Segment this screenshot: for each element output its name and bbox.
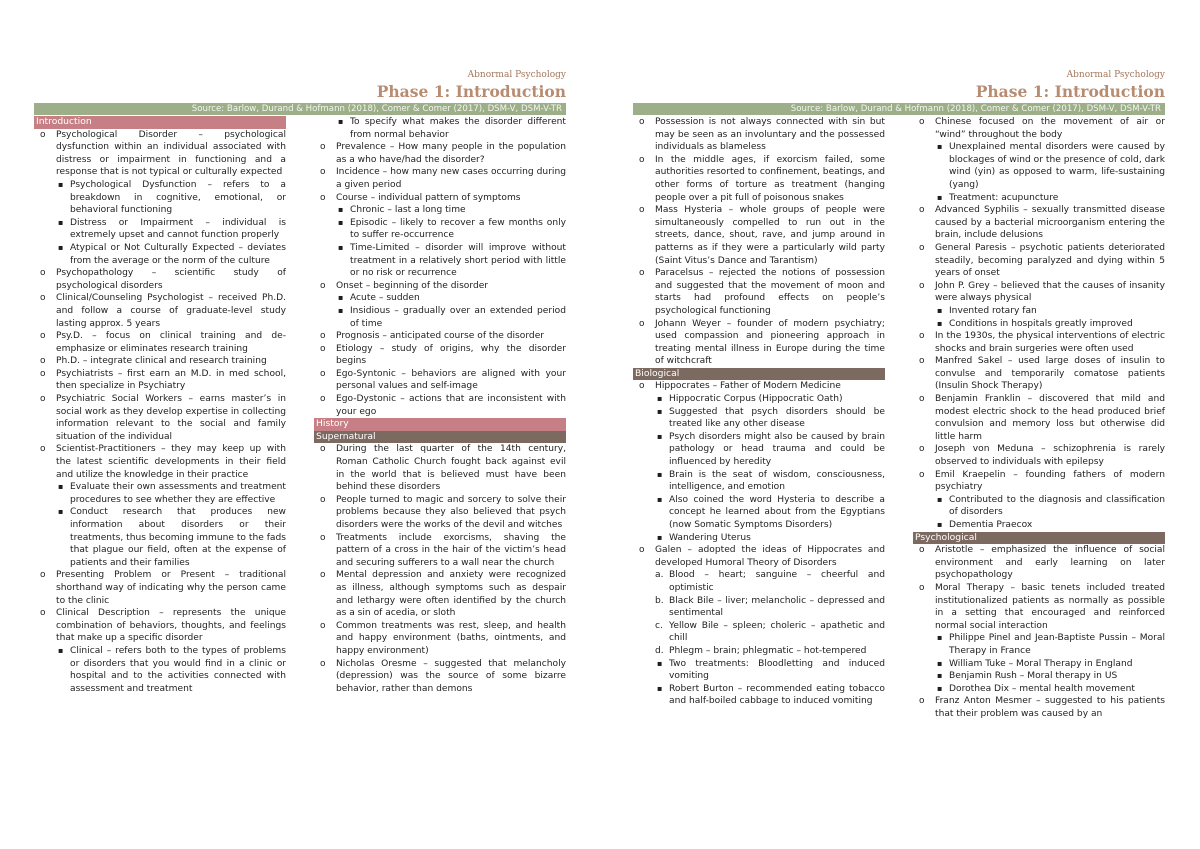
sub-list-item xyxy=(913,519,1165,532)
item-text: Common treatments was rest, sleep, and health and happy environment (baths, ointments, and happy environment) xyxy=(336,620,566,656)
list-item xyxy=(913,393,1165,443)
item-text: Psychopathology – scientific study of psychological disorders xyxy=(56,268,286,291)
item-text: Etiology – study of origins, why the disorder begins xyxy=(336,343,566,367)
item-text: Mass Hysteria – whole groups of people were simultaneously compelled to run out in the streets, dance, shout, rave, and jump around in patterns as if they were a particularly wild party (Saint Vitus’s Dance and Tarantism) xyxy=(655,205,885,266)
list-item xyxy=(314,192,566,205)
item-text: Prognosis – anticipated course of the disorder xyxy=(336,331,545,342)
section-psychological: Psychological xyxy=(913,532,1165,545)
bullet-list xyxy=(633,380,885,707)
item-text: General Paresis – psychotic patients deteriorated steadily, becoming paralyzed and dying within 5 years of onset xyxy=(935,242,1165,279)
list-item xyxy=(34,368,286,393)
source-banner: Source: Barlow, Durand & Hofmann (2018), Comer & Comer (2017), DSM-V, DSM-V-TR xyxy=(34,103,566,115)
sub-list-item xyxy=(633,683,885,708)
item-text: Scientist-Practitioners – they may keep up with the latest scientific developments in their field and utilize the knowledge in their practice xyxy=(56,444,286,480)
sub-list-item xyxy=(913,494,1165,519)
list-item xyxy=(34,330,286,355)
item-text: William Tuke – Moral Therapy in England xyxy=(949,658,1133,669)
columns xyxy=(633,116,1165,721)
sub-list-item xyxy=(314,204,566,217)
lettered-item xyxy=(633,595,885,620)
list-item xyxy=(913,544,1165,582)
sub-list-item xyxy=(913,305,1165,318)
list-item xyxy=(913,355,1165,393)
bullet-list xyxy=(913,116,1165,532)
item-text: Acute – sudden xyxy=(350,293,420,304)
item-text: Chronic – last a long time xyxy=(350,205,466,216)
item-text: During the last quarter of the 14th century, Roman Catholic Church fought back against evil in the world that is believed must have been behind these disorders xyxy=(336,444,566,493)
sub-list-item xyxy=(314,217,566,242)
course-label: Abnormal Psychology xyxy=(1066,70,1165,80)
item-text: Dorothea Dix – mental health movement xyxy=(949,683,1135,694)
item-text: Conditions in hospitals greatly improved xyxy=(949,318,1133,329)
item-text: Course – individual pattern of symptoms xyxy=(336,192,521,203)
item-text: Paracelsus – rejected the notions of possession and suggested that the movement of moon and starts had profound effects on people’s psychological functioning xyxy=(655,268,885,316)
item-text: Mental depression and anxiety were recognized as illness, although symptoms such as despair and lethargy were often identified by the church as a sin of acedia, or sloth xyxy=(336,570,566,619)
sub-list-item xyxy=(34,645,286,695)
list-item xyxy=(34,355,286,368)
item-text: To specify what makes the disorder different from normal behavior xyxy=(350,117,566,140)
section-biological: Biological xyxy=(633,368,885,381)
column-1 xyxy=(34,116,286,695)
item-text: John P. Grey – believed that the causes of insanity were always physical xyxy=(935,280,1165,304)
bullet-list xyxy=(314,116,566,418)
list-item xyxy=(314,343,566,368)
item-text: Emil Kraepelin – founding fathers of modern psychiatry xyxy=(935,469,1165,493)
item-text: Psychological Dysfunction – refers to a breakdown in cognitive, emotional, or behavioral functioning xyxy=(70,179,286,216)
list-item xyxy=(314,658,566,696)
item-text: Wandering Uterus xyxy=(669,532,751,543)
item-letter: b. xyxy=(655,595,664,606)
item-text: Prevalence – How many people in the population as a who have/had the disorder? xyxy=(336,142,566,165)
sub-list-item xyxy=(314,116,566,141)
bullet-list xyxy=(314,443,566,695)
list-item xyxy=(633,204,885,267)
item-text: Hippocrates – Father of Modern Medicine xyxy=(655,381,841,392)
sub-list-item xyxy=(913,192,1165,205)
list-item xyxy=(34,569,286,607)
section-introduction: Introduction xyxy=(34,116,286,129)
sub-list-item xyxy=(314,305,566,330)
item-text: Time-Limited – disorder will improve without treatment in a relatively short period with little or no risk or recurrence xyxy=(350,242,566,279)
bullet-list xyxy=(34,129,286,696)
item-text: Aristotle – emphasized the influence of social environment and early learning on later psychopathology xyxy=(935,545,1165,581)
item-text: Benjamin Rush – Moral therapy in US xyxy=(949,671,1118,682)
list-item xyxy=(913,204,1165,242)
list-item xyxy=(314,141,566,166)
list-item xyxy=(314,330,566,343)
item-text: Ego-Dystonic – actions that are inconsistent with your ego xyxy=(336,394,566,417)
sub-list-item xyxy=(34,179,286,217)
list-item xyxy=(34,607,286,645)
list-item xyxy=(633,380,885,393)
list-item xyxy=(314,368,566,393)
list-item xyxy=(913,116,1165,141)
sub-list-item xyxy=(633,393,885,406)
list-item xyxy=(913,330,1165,355)
sub-list-item xyxy=(913,670,1165,683)
item-text: Evaluate their own assessments and treatment procedures to see whether they are effective xyxy=(70,482,286,505)
sub-list-item xyxy=(633,406,885,431)
sub-list-item xyxy=(34,506,286,569)
list-item xyxy=(314,494,566,532)
list-item xyxy=(913,469,1165,494)
phase-title: Phase 1: Introduction xyxy=(975,82,1165,101)
sub-list-item xyxy=(34,217,286,242)
item-text: Black Bile – liver; melancholic – depressed and sentimental xyxy=(669,595,885,619)
item-letter: a. xyxy=(655,570,664,581)
item-text: Incidence – how many new cases occurring during a given period xyxy=(336,167,566,190)
list-item xyxy=(633,267,885,317)
list-item xyxy=(34,129,286,179)
item-text: Also coined the word Hysteria to describe a concept he learned about from the Egyptians (now Somatic Symptoms Disorders) xyxy=(669,494,885,530)
list-item xyxy=(314,569,566,619)
lettered-item xyxy=(633,645,885,658)
item-text: Benjamin Franklin – discovered that mild and modest electric shock to the head produced brief convulsion and memory loss but otherwise did little harm xyxy=(935,394,1165,442)
item-text: Distress or Impairment – individual is extremely upset and cannot function properly xyxy=(70,217,286,241)
item-text: In the middle ages, if exorcism failed, some authorities resorted to confinement, beatings, and other forms of torture as treatment (hanging people over a pit full of poisonous snakes xyxy=(655,154,885,203)
list-item xyxy=(314,166,566,191)
list-item xyxy=(314,393,566,418)
course-label: Abnormal Psychology xyxy=(467,70,566,80)
page-2 xyxy=(633,70,1165,770)
section-supernatural: Supernatural xyxy=(314,431,566,444)
list-item xyxy=(913,582,1165,632)
sub-list-item xyxy=(633,431,885,469)
sub-list-item xyxy=(633,658,885,683)
item-text: Psy.D. – focus on clinical training and de-emphasize or eliminates research training xyxy=(56,331,286,354)
item-text: Presenting Problem or Present – traditional shorthand way of indicating why the person came to the clinic xyxy=(56,570,286,606)
item-text: Insidious – gradually over an extended period of time xyxy=(350,305,566,329)
list-item xyxy=(314,532,566,570)
column-1 xyxy=(633,116,885,721)
item-text: Invented rotary fan xyxy=(949,305,1037,316)
list-item xyxy=(913,695,1165,720)
sub-list-item xyxy=(913,141,1165,191)
list-item xyxy=(34,267,286,292)
item-letter: c. xyxy=(655,620,663,631)
item-text: Dementia Praecox xyxy=(949,520,1033,530)
item-text: Episodic – likely to recover a few months only to suffer re-occurrence xyxy=(350,217,566,241)
item-text: Treatment: acupuncture xyxy=(949,192,1059,203)
phase-title: Phase 1: Introduction xyxy=(376,82,566,101)
page-1 xyxy=(34,70,566,770)
list-item xyxy=(314,443,566,493)
section-history: History xyxy=(314,418,566,431)
item-text: Clinical Description – represents the unique combination of behaviors, thoughts, and feelings that make up a specific disorder xyxy=(56,608,286,644)
item-text: Brain is the seat of wisdom, consciousness, intelligence, and emotion xyxy=(669,469,885,493)
sub-list-item xyxy=(34,481,286,506)
item-text: In the 1930s, the physical interventions of electric shocks and brain surgeries were often used xyxy=(935,331,1165,354)
list-item xyxy=(633,116,885,154)
sub-list-item xyxy=(314,242,566,280)
list-item xyxy=(913,280,1165,305)
lettered-item xyxy=(633,569,885,594)
item-text: Moral Therapy – basic tenets included treated institutionalized patients as normally as possible in a setting that encouraged and reinforced normal social interaction xyxy=(935,582,1165,631)
item-text: Psychiatrists – first earn an M.D. in med school, then specialize in Psychiatry xyxy=(56,368,286,392)
item-text: Conduct research that produces new information about disorders or their treatments, thus becoming immune to the fads that plague our field, often at the expense of patients and their families xyxy=(70,507,286,568)
item-text: Hippocratic Corpus (Hippocratic Oath) xyxy=(669,394,843,405)
sub-list-item xyxy=(913,658,1165,671)
item-text: Joseph von Meduna – schizophrenia is rarely observed to individuals with epilepsy xyxy=(935,444,1165,468)
item-text: Blood – heart; sanguine – cheerful and optimistic xyxy=(669,570,885,593)
item-text: Atypical or Not Culturally Expected – deviates from the average or the norm of the culture xyxy=(70,242,286,266)
list-item xyxy=(34,443,286,481)
item-text: Possession is not always connected with sin but may be seen as an involuntary and the possessed individuals as blameless xyxy=(655,117,885,153)
item-text: Advanced Syphilis – sexually transmitted disease caused by a bacterial microorganism entering the brain, include delusions xyxy=(935,205,1165,241)
item-text: Johann Weyer – founder of modern psychiatry; used compassion and pioneering approach in treating mental illness in Europe during the time of witchcraft xyxy=(655,318,885,367)
list-item xyxy=(314,620,566,658)
item-text: Phlegm – brain; phlegmatic – hot-tempered xyxy=(669,645,867,656)
item-text: Clinical/Counseling Psychologist – received Ph.D. and follow a course of graduate-level study lasting approx. 5 years xyxy=(56,293,286,329)
item-letter: d. xyxy=(655,645,664,656)
source-banner: Source: Barlow, Durand & Hofmann (2018), Comer & Comer (2017), DSM-V, DSM-V-TR xyxy=(633,103,1165,115)
item-text: Ph.D. – integrate clinical and research training xyxy=(56,356,267,367)
sub-list-item xyxy=(633,469,885,494)
list-item xyxy=(314,280,566,293)
item-text: Chinese focused on the movement of air or “wind” throughout the body xyxy=(935,117,1165,140)
item-text: Suggested that psych disorders should be treated like any other disease xyxy=(669,406,885,430)
column-2 xyxy=(913,116,1165,721)
list-item xyxy=(913,242,1165,280)
list-item xyxy=(633,154,885,204)
item-text: Psychological Disorder – psychological dysfunction within an individual associated with distress or impairment in functioning and a response that is not typical or culturally expected xyxy=(56,129,286,178)
item-text: Manfred Sakel – used large doses of insulin to convulse and temporarily comatose patients (Insulin Shock Therapy) xyxy=(935,356,1165,392)
sub-list-item xyxy=(913,632,1165,657)
item-text: People turned to magic and sorcery to solve their problems because they also believed that psych disorders were the works of the devil and witches xyxy=(336,494,566,530)
item-text: Psych disorders might also be caused by brain pathology or head trauma and could be influenced by heredity xyxy=(669,431,885,468)
column-2 xyxy=(314,116,566,695)
item-text: Yellow Bile – spleen; choleric – apathetic and chill xyxy=(669,620,885,644)
item-text: Ego-Syntonic – behaviors are aligned with your personal values and self-image xyxy=(336,368,566,392)
sub-list-item xyxy=(913,683,1165,696)
item-text: Franz Anton Mesmer – suggested to his patients that their problem was caused by an xyxy=(935,696,1165,719)
list-item xyxy=(913,443,1165,468)
item-text: Philippe Pinel and Jean-Baptiste Pussin – Moral Therapy in France xyxy=(949,633,1165,656)
columns xyxy=(34,116,566,695)
list-item xyxy=(633,544,885,569)
item-text: Onset – beginning of the disorder xyxy=(336,280,489,291)
item-text: Unexplained mental disorders were caused by blockages of wind or the presence of cold, dark wind (yin) as opposed to warm, life-sustaining (yang) xyxy=(949,142,1165,190)
item-text: Contributed to the diagnosis and classification of disorders xyxy=(949,494,1165,518)
item-text: Nicholas Oresme – suggested that melancholy (depression) was the source of some bizarre behavior, rather than demons xyxy=(336,658,566,694)
list-item xyxy=(34,292,286,330)
sub-list-item xyxy=(34,242,286,267)
lettered-item xyxy=(633,620,885,645)
sub-list-item xyxy=(633,494,885,532)
item-text: Psychiatric Social Workers – earns master’s in social work as they develop expertise in collecting information relevant to the social and family situation of the individual xyxy=(56,394,286,442)
item-text: Galen – adopted the ideas of Hippocrates and developed Humoral Theory of Disorders xyxy=(655,545,885,568)
list-item xyxy=(633,318,885,368)
item-text: Treatments include exorcisms, shaving the pattern of a cross in the hair of the victim’s head and securing sufferers to a wall near the church xyxy=(336,532,566,568)
bullet-list xyxy=(913,544,1165,720)
item-text: Clinical – refers both to the types of problems or disorders that you would find in a clinic or hospital and to the activities connected with assessment and treatment xyxy=(70,645,286,694)
item-text: Two treatments: Bloodletting and induced vomiting xyxy=(669,658,885,682)
sub-list-item xyxy=(314,292,566,305)
list-item xyxy=(34,393,286,443)
bullet-list xyxy=(633,116,885,368)
sub-list-item xyxy=(913,318,1165,331)
item-text: Robert Burton – recommended eating tobacco and half-boiled cabbage to induced vomiting xyxy=(669,683,885,707)
sub-list-item xyxy=(633,532,885,545)
